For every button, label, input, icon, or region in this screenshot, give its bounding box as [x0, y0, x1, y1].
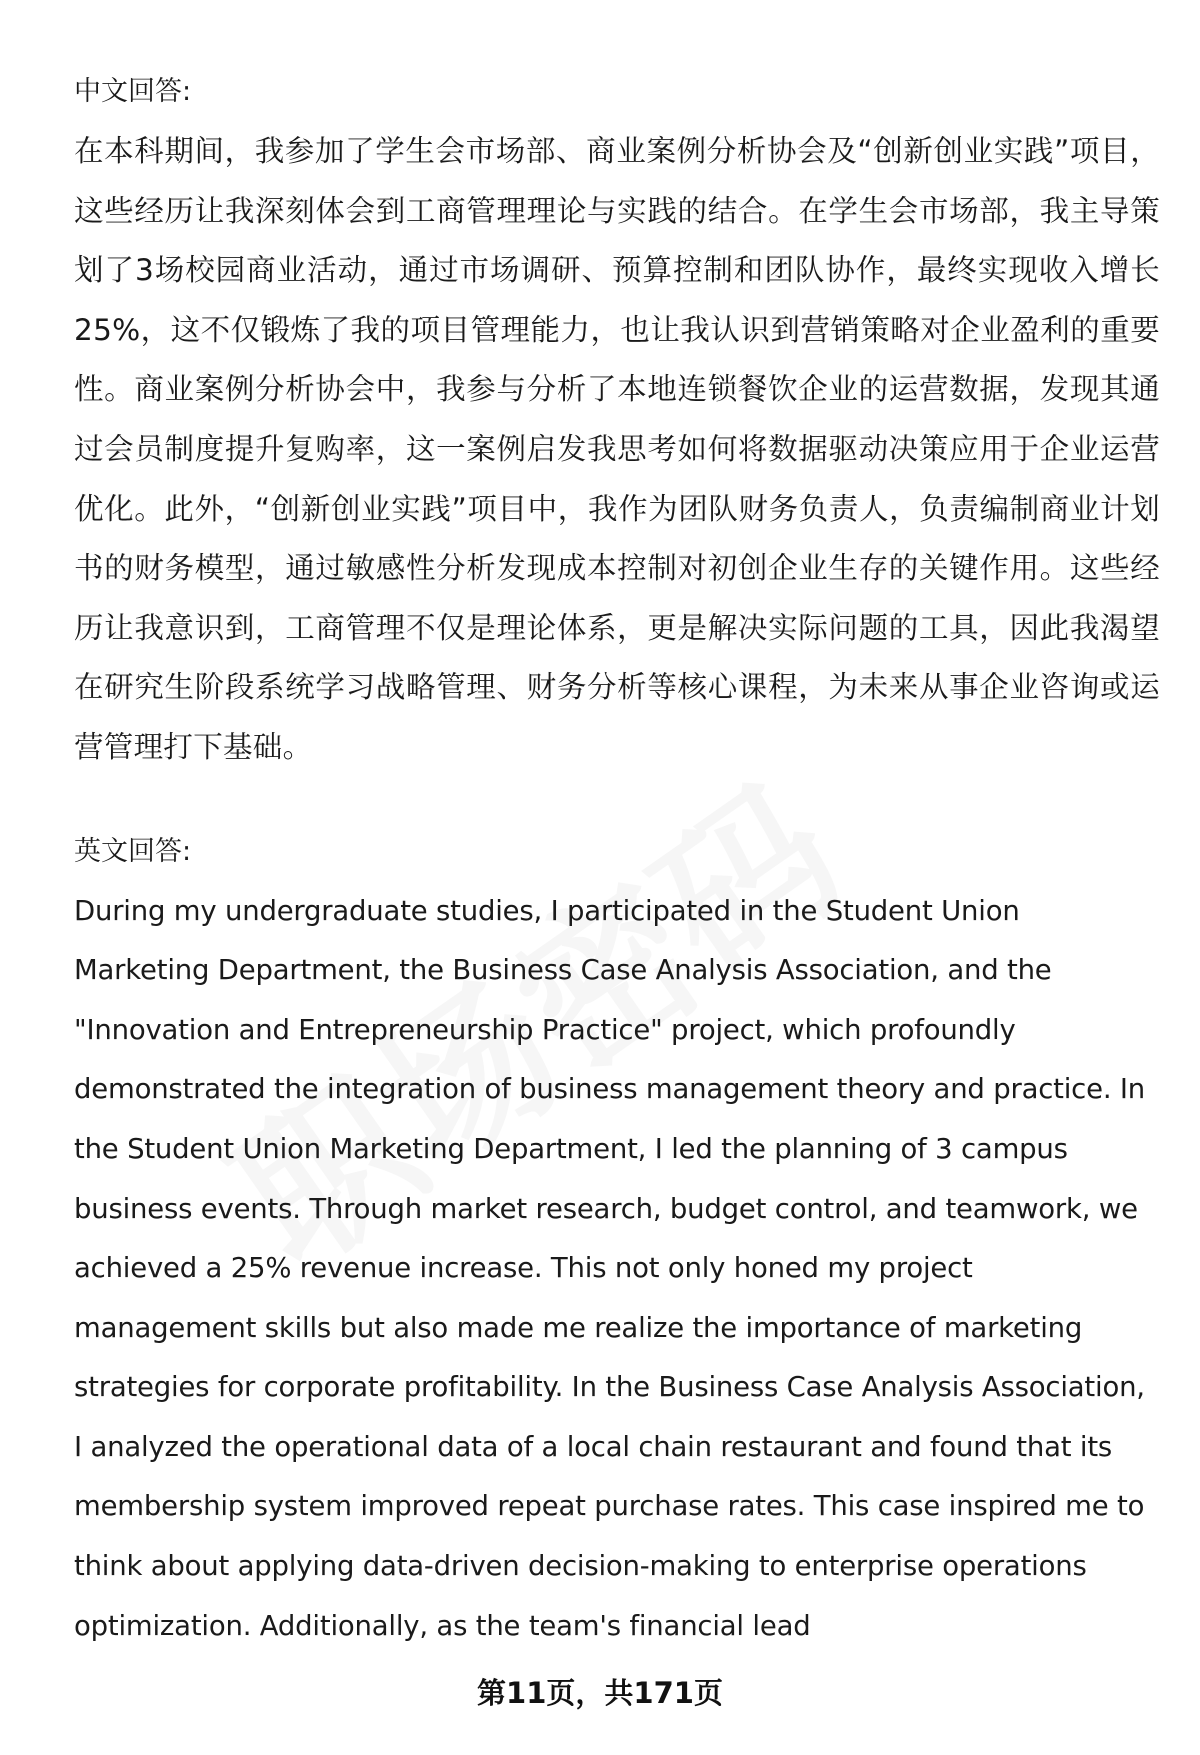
document-body — [74, 62, 1160, 1656]
english-heading: 英文回答: — [74, 835, 192, 867]
page-number: 第11页，共171页 — [477, 1676, 723, 1710]
chinese-heading: 中文回答: — [74, 76, 192, 107]
section-gap — [74, 778, 1160, 822]
english-answer: During my undergraduate studies, I participated in the Student Union Marketing Department, the Business Case Analysis Association, and the "Innovation and Entrepreneurship Practice" project, which profoundly demonstrated the integration of business management theory and practice. In the Student Union Marketing Department, I led the planning of 3 campus business events. Through market research, budget control, and teamwork, we achieved a 25% revenue increase. This not only honed my project management skills but also made me realize the importance of marketing strategies for corporate profitability. In the Business Case Analysis Association, I analyzed the operational data of a local chain restaurant and found that its membership system improved repeat purchase rates. This case inspired me to think about applying data-driven decision-making to enterprise operations optimization. Additionally, as the team's financial lead — [74, 894, 1146, 1642]
chinese-answer: 在本科期间，我参加了学生会市场部、商业案例分析协会及“创新创业实践”项目，这些经历让我深刻体会到工商管理理论与实践的结合。在学生会市场部，我主导策划了3场校园商业活动，通过市场调研、预算控制和团队协作，最终实现收入增长25%，这不仅锻炼了我的项目管理能力，也让我认识到营销策略对企业盈利的重要性。商业案例分析协会中，我参与分析了本地连锁餐饮企业的运营数据，发现其通过会员制度提升复购率，这一案例启发我思考如何将数据驱动决策应用于企业运营优化。此外，“创新创业实践”项目中，我作为团队财务负责人，负责编制商业计划书的财务模型，通过敏感性分析发现成本控制对初创企业生存的关键作用。这些经历让我意识到，工商管理不仅是理论体系，更是解决实际问题的工具，因此我渴望在研究生阶段系统学习战略管理、财务分析等核心课程，为未来从事企业咨询或运营管理打下基础。 — [74, 134, 1160, 764]
